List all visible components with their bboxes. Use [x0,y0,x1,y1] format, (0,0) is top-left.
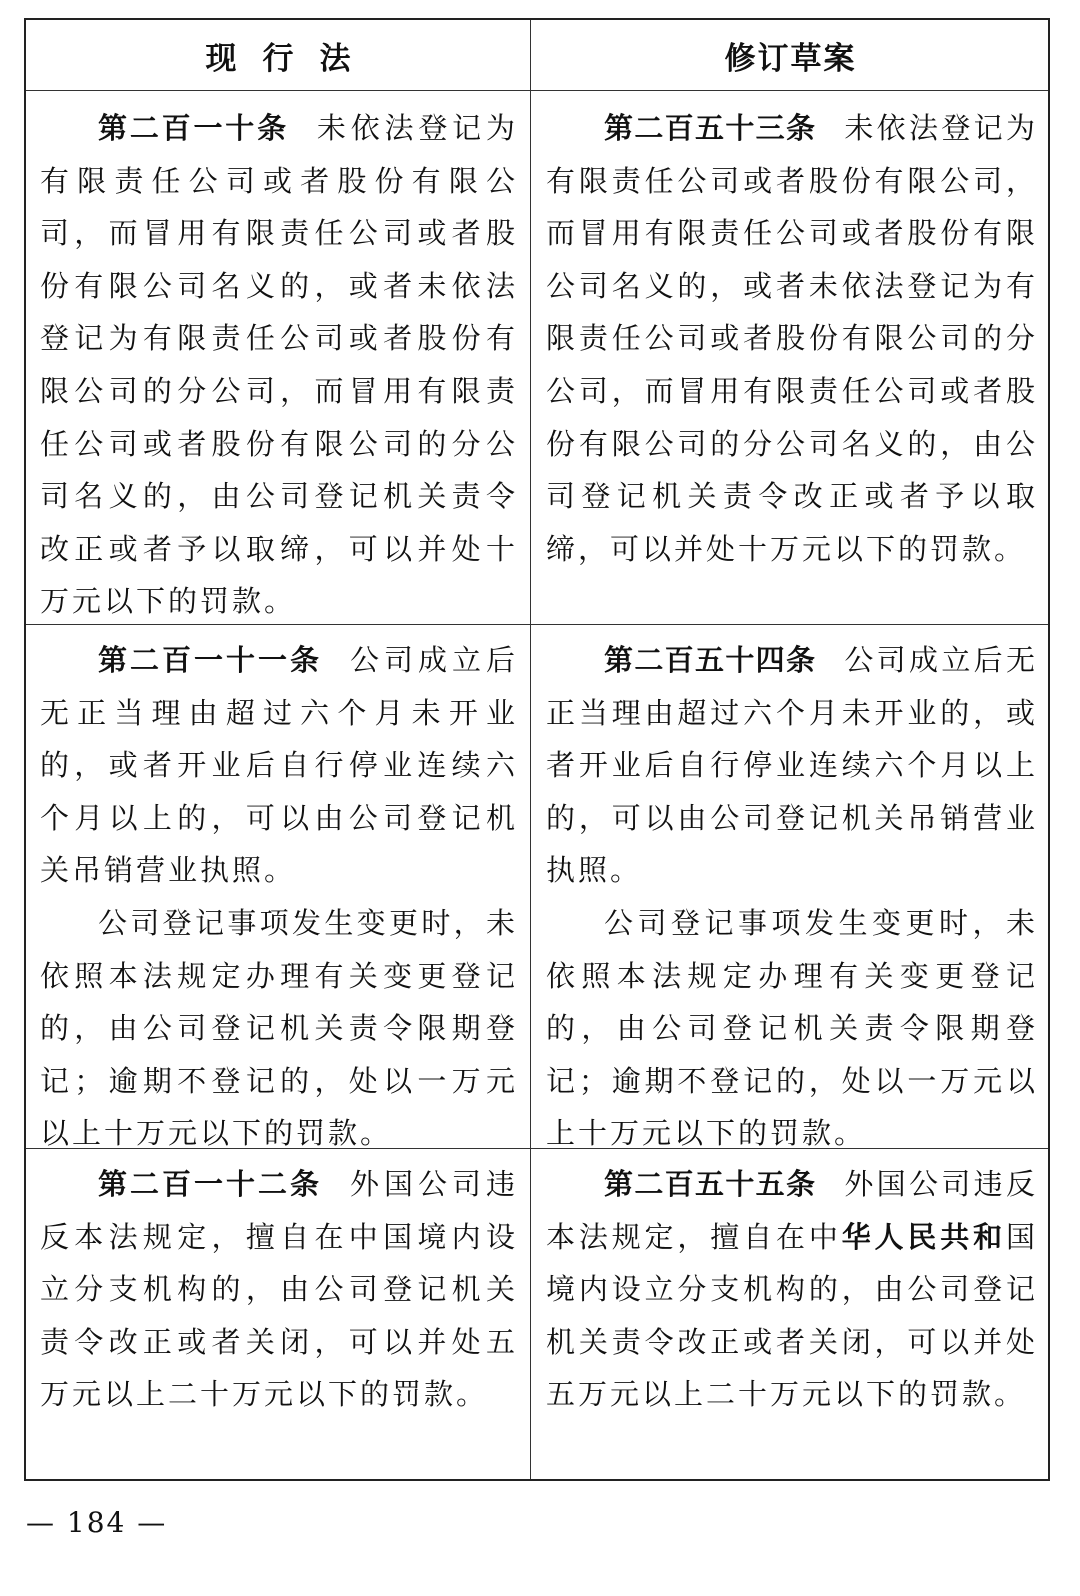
row-1-current-law [40,102,518,628]
article-number: 第二百一十二条 [98,1167,322,1201]
amended-text-highlight: 华人民共和 [841,1219,1006,1254]
header-revised-draft: 修订草案 [724,40,857,77]
article-number: 第二百五十三条 [604,111,817,145]
paragraph [40,102,518,628]
article-text: 国境内设立分支机构的，由公司登记机关责令改正或者关闭，可以并处五万元以上二十万元以下的罚款。 [546,1219,1038,1412]
article-text: 未依法登记为有限责任公司或者股份有限公司，而冒用有限责任公司或者股份有限公司名义的，或者未依法登记为有限责任公司或者股份有限公司的分公司，而冒用有限责任公司或者股份有限公司的分公司名义的，由公司登记机关责令改正或者予以取缔，可以并处十万元以下的罚款。 [40,111,518,619]
article-number: 第二百五十五条 [604,1167,817,1201]
comparison-table [24,18,1050,1481]
paragraph [40,634,518,897]
header-divider [26,90,1048,91]
article-number: 第二百一十一条 [98,643,322,677]
article-text: 外国公司违反本法规定，擅自在中国境内设立分支机构的，由公司登记机关责令改正或者关闭，可以并处五万元以上二十万元以下的罚款。 [40,1167,518,1412]
column-divider [530,20,531,1479]
article-text: 公司成立后无正当理由超过六个月未开业的，或者开业后自行停业连续六个月以上的，可以由公司登记机关吊销营业执照。 [40,643,518,888]
article-text: 未依法登记为有限责任公司或者股份有限公司，而冒用有限责任公司或者股份有限公司名义的，或者未依法登记为有限责任公司或者股份有限公司的分公司，而冒用有限责任公司或者股份有限公司的分公司名义的，由公司登记机关责令改正或者予以取缔，可以并处十万元以下的罚款。 [546,111,1038,566]
row-3-revised-draft [546,1158,1038,1421]
article-number: 第二百五十四条 [604,643,817,677]
paragraph: 公司登记事项发生变更时，未依照本法规定办理有关变更登记的，由公司登记机关责令限期登记；逾期不登记的，处以一万元以上十万元以下的罚款。 [40,905,518,1151]
row-2-current-law [40,634,518,1160]
article-number: 第二百一十条 [98,111,289,145]
paragraph [546,102,1038,575]
paragraph [546,634,1038,897]
paragraph: 公司登记事项发生变更时，未依照本法规定办理有关变更登记的，由公司登记机关责令限期登记；逾期不登记的，处以一万元以上十万元以下的罚款。 [546,905,1038,1151]
article-text: 公司成立后无正当理由超过六个月未开业的，或者开业后自行停业连续六个月以上的，可以由公司登记机关吊销营业执照。 [546,643,1038,888]
row-1-revised-draft [546,102,1038,575]
paragraph [546,1158,1038,1421]
article-text: 外国公司违反本法规定，擅自在中 [546,1167,1038,1254]
page-number: — 184 — [26,1506,168,1539]
row-2-revised-draft [546,634,1038,1160]
row-3-current-law [40,1158,518,1421]
header-current-law: 现行法 [205,40,377,77]
paragraph [40,1158,518,1421]
